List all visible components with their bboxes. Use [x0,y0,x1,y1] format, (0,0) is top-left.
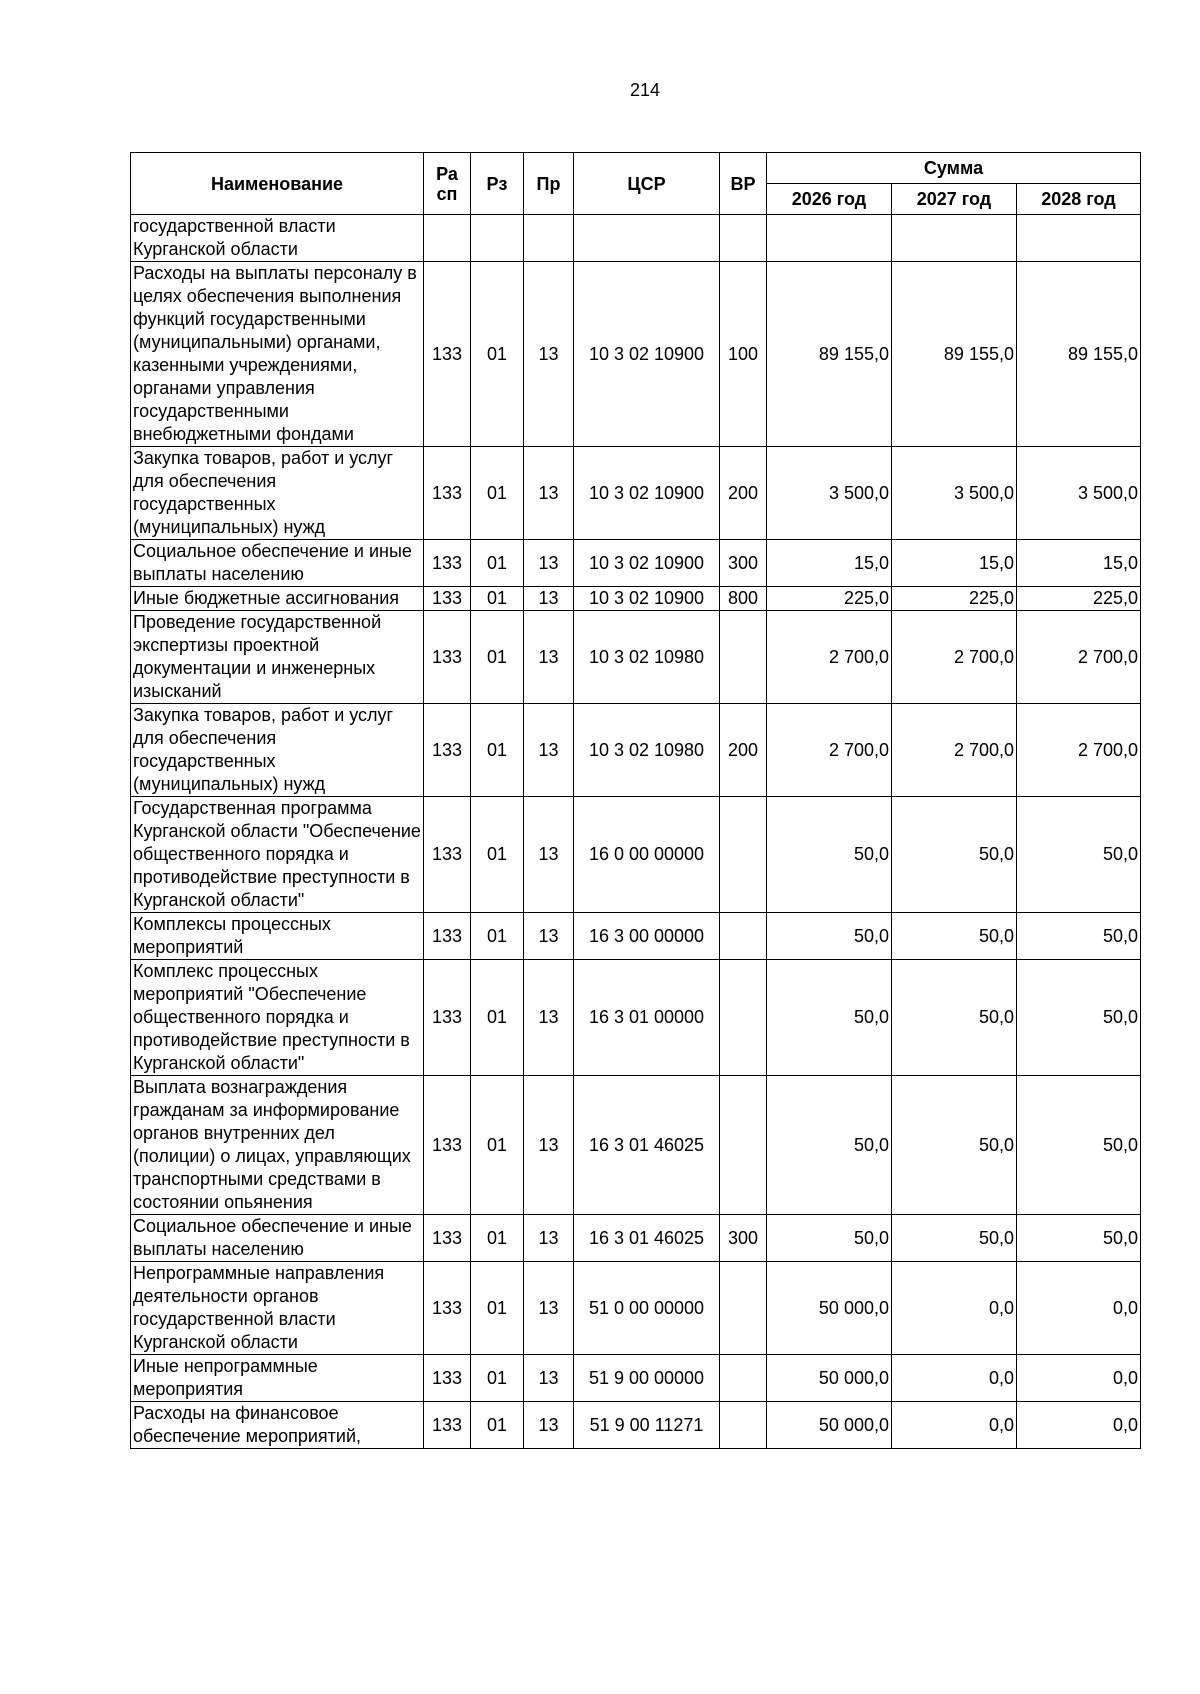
cell-rasp: 133 [424,1402,471,1449]
cell-pr: 13 [524,540,574,587]
budget-table [130,152,1141,1449]
cell-rasp: 133 [424,797,471,913]
cell-csr: 10 3 02 10900 [574,540,720,587]
cell-rasp [424,215,471,262]
cell-csr: 51 0 00 00000 [574,1262,720,1355]
cell-2026: 2 700,0 [767,704,892,797]
cell-2028 [1017,215,1141,262]
cell-2026 [767,215,892,262]
table-row [131,1076,1141,1215]
table-row [131,215,1141,262]
page-number: 214 [629,80,661,100]
cell-csr: 16 3 01 00000 [574,960,720,1076]
cell-2028: 50,0 [1017,1215,1141,1262]
header-2028: 2028 год [1017,184,1141,215]
cell-2028: 89 155,0 [1017,262,1141,447]
cell-2026: 50,0 [767,1215,892,1262]
cell-name: Комплекс процессных мероприятий "Обеспечение общественного порядка и противодействие преступности в Курганской области" [131,960,424,1076]
cell-2027: 0,0 [892,1402,1017,1449]
cell-rasp: 133 [424,1076,471,1215]
cell-rasp: 133 [424,540,471,587]
cell-2027: 89 155,0 [892,262,1017,447]
cell-2028: 50,0 [1017,960,1141,1076]
cell-name: Расходы на выплаты персоналу в целях обеспечения выполнения функций государственными (муниципальными) органами, казенными учреждениями, органами управления государственными внебюджетными фондами [131,262,424,447]
cell-vr: 800 [720,587,767,611]
cell-2027: 50,0 [892,960,1017,1076]
table-row [131,587,1141,611]
cell-pr: 13 [524,960,574,1076]
cell-2027: 0,0 [892,1262,1017,1355]
cell-rasp: 133 [424,704,471,797]
cell-2026: 50,0 [767,960,892,1076]
header-summa: Сумма [767,153,1141,184]
cell-vr [720,913,767,960]
cell-2028: 50,0 [1017,797,1141,913]
cell-2028: 2 700,0 [1017,611,1141,704]
cell-2026: 225,0 [767,587,892,611]
cell-rz: 01 [471,1262,524,1355]
cell-rasp: 133 [424,960,471,1076]
cell-rasp: 133 [424,1355,471,1402]
header-2026: 2026 год [767,184,892,215]
cell-csr: 16 3 00 00000 [574,913,720,960]
cell-rasp: 133 [424,1215,471,1262]
cell-rz: 01 [471,447,524,540]
cell-name: Выплата вознаграждения гражданам за информирование органов внутренних дел (полиции) о лицах, управляющих транспортными средствами в состоянии опьянения [131,1076,424,1215]
cell-pr: 13 [524,913,574,960]
cell-vr: 200 [720,447,767,540]
cell-csr: 51 9 00 00000 [574,1355,720,1402]
cell-csr: 16 3 01 46025 [574,1076,720,1215]
cell-name: Социальное обеспечение и иные выплаты населению [131,540,424,587]
header-rasp: Ра сп [424,153,471,215]
cell-rasp: 133 [424,262,471,447]
cell-csr: 10 3 02 10900 [574,587,720,611]
cell-vr: 200 [720,704,767,797]
table-row [131,960,1141,1076]
cell-vr: 300 [720,540,767,587]
header-vr: ВР [720,153,767,215]
header-csr: ЦСР [574,153,720,215]
cell-vr [720,611,767,704]
table-row [131,704,1141,797]
cell-name: Закупка товаров, работ и услуг для обеспечения государственных (муниципальных) нужд [131,704,424,797]
cell-csr: 10 3 02 10900 [574,262,720,447]
cell-2028: 0,0 [1017,1402,1141,1449]
cell-name: Непрограммные направления деятельности органов государственной власти Курганской области [131,1262,424,1355]
cell-pr: 13 [524,1215,574,1262]
cell-2026: 50,0 [767,913,892,960]
cell-rz: 01 [471,960,524,1076]
cell-2027: 0,0 [892,1355,1017,1402]
cell-rz: 01 [471,540,524,587]
cell-2027 [892,215,1017,262]
cell-csr [574,215,720,262]
cell-pr [524,215,574,262]
cell-2026: 89 155,0 [767,262,892,447]
cell-2027: 3 500,0 [892,447,1017,540]
cell-2027: 50,0 [892,797,1017,913]
cell-rz: 01 [471,704,524,797]
cell-2026: 15,0 [767,540,892,587]
cell-name: Комплексы процессных мероприятий [131,913,424,960]
cell-vr [720,797,767,913]
cell-2028: 225,0 [1017,587,1141,611]
cell-csr: 16 3 01 46025 [574,1215,720,1262]
cell-name: Социальное обеспечение и иные выплаты населению [131,1215,424,1262]
cell-2027: 50,0 [892,1215,1017,1262]
cell-2027: 225,0 [892,587,1017,611]
cell-csr: 10 3 02 10980 [574,611,720,704]
cell-rz: 01 [471,262,524,447]
cell-name: Государственная программа Курганской области "Обеспечение общественного порядка и противодействие преступности в Курганской области" [131,797,424,913]
cell-rz: 01 [471,797,524,913]
cell-2028: 0,0 [1017,1355,1141,1402]
header-rz: Рз [471,153,524,215]
table-row [131,1215,1141,1262]
table-body [131,215,1141,1449]
cell-pr: 13 [524,1402,574,1449]
cell-vr [720,1355,767,1402]
table-row [131,913,1141,960]
cell-pr: 13 [524,1355,574,1402]
cell-rasp: 133 [424,447,471,540]
cell-rz: 01 [471,1076,524,1215]
cell-2027: 2 700,0 [892,704,1017,797]
table-row [131,1355,1141,1402]
cell-rasp: 133 [424,1262,471,1355]
cell-name: Иные непрограммные мероприятия [131,1355,424,1402]
table-row [131,611,1141,704]
cell-csr: 10 3 02 10900 [574,447,720,540]
cell-rz: 01 [471,587,524,611]
cell-rz [471,215,524,262]
cell-2026: 2 700,0 [767,611,892,704]
cell-vr: 100 [720,262,767,447]
header-pr: Пр [524,153,574,215]
cell-2027: 50,0 [892,1076,1017,1215]
cell-2026: 50,0 [767,797,892,913]
cell-2028: 2 700,0 [1017,704,1141,797]
table-row [131,447,1141,540]
cell-rz: 01 [471,913,524,960]
header-name: Наименование [131,153,424,215]
cell-pr: 13 [524,611,574,704]
cell-name: Проведение государственной экспертизы проектной документации и инженерных изысканий [131,611,424,704]
cell-2028: 15,0 [1017,540,1141,587]
cell-2026: 50 000,0 [767,1402,892,1449]
cell-2026: 50,0 [767,1076,892,1215]
cell-rasp: 133 [424,587,471,611]
cell-rz: 01 [471,1215,524,1262]
cell-2026: 50 000,0 [767,1262,892,1355]
cell-name: государственной власти Курганской области [131,215,424,262]
cell-pr: 13 [524,1076,574,1215]
table-row [131,1402,1141,1449]
cell-pr: 13 [524,587,574,611]
cell-pr: 13 [524,704,574,797]
cell-pr: 13 [524,797,574,913]
cell-vr [720,215,767,262]
cell-rz: 01 [471,1402,524,1449]
cell-2026: 50 000,0 [767,1355,892,1402]
cell-csr: 16 0 00 00000 [574,797,720,913]
cell-rasp: 133 [424,611,471,704]
cell-csr: 10 3 02 10980 [574,704,720,797]
cell-2028: 50,0 [1017,913,1141,960]
cell-vr [720,1402,767,1449]
cell-pr: 13 [524,447,574,540]
table-row [131,540,1141,587]
cell-vr: 300 [720,1215,767,1262]
cell-2027: 2 700,0 [892,611,1017,704]
cell-name: Закупка товаров, работ и услуг для обеспечения государственных (муниципальных) нужд [131,447,424,540]
cell-name: Расходы на финансовое обеспечение мероприятий, [131,1402,424,1449]
cell-vr [720,1262,767,1355]
table-row [131,262,1141,447]
table-row [131,797,1141,913]
cell-2028: 0,0 [1017,1262,1141,1355]
cell-2027: 50,0 [892,913,1017,960]
cell-pr: 13 [524,1262,574,1355]
cell-rz: 01 [471,611,524,704]
cell-2026: 3 500,0 [767,447,892,540]
cell-vr [720,1076,767,1215]
cell-2028: 50,0 [1017,1076,1141,1215]
cell-2028: 3 500,0 [1017,447,1141,540]
cell-vr [720,960,767,1076]
table-row [131,1262,1141,1355]
cell-pr: 13 [524,262,574,447]
header-2027: 2027 год [892,184,1017,215]
cell-rasp: 133 [424,913,471,960]
cell-name: Иные бюджетные ассигнования [131,587,424,611]
cell-2027: 15,0 [892,540,1017,587]
cell-csr: 51 9 00 11271 [574,1402,720,1449]
cell-rz: 01 [471,1355,524,1402]
